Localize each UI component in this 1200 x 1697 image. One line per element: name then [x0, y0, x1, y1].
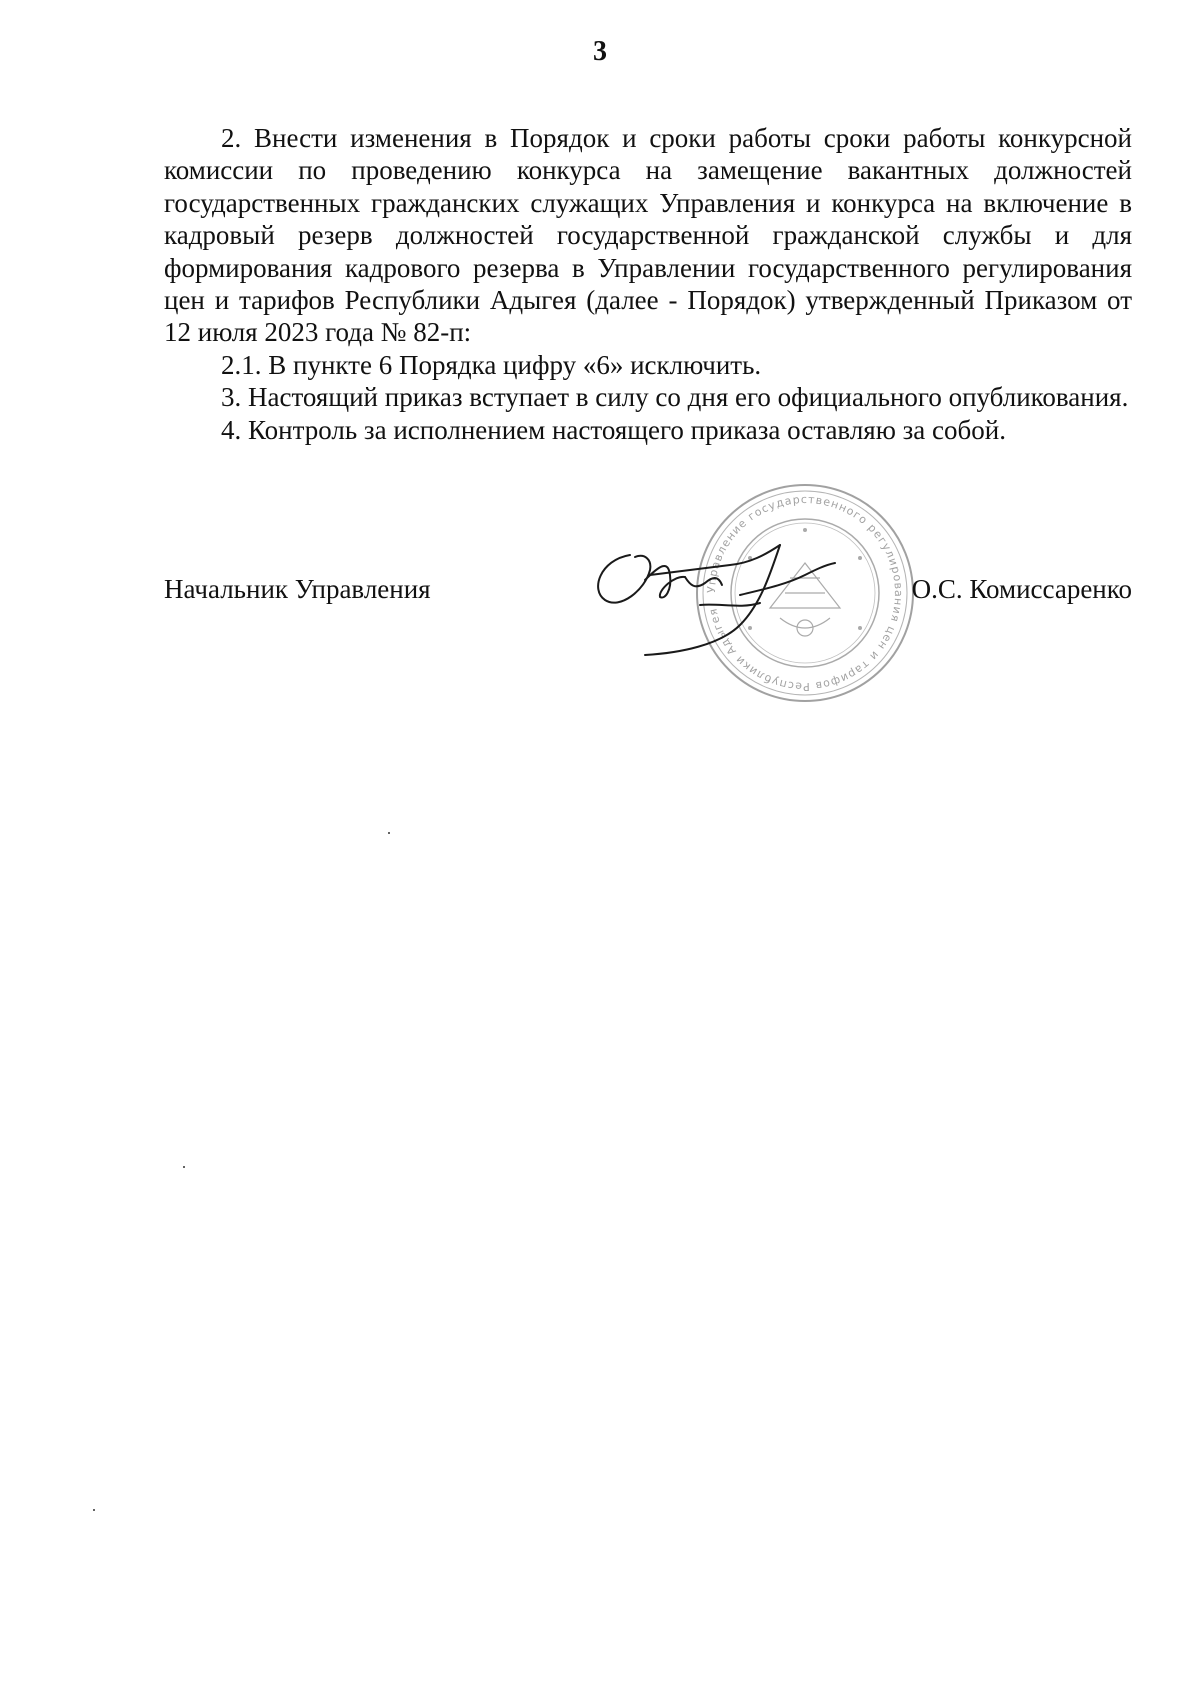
seal-ring-text: Управление государственного регулирования цен и тарифов Республики Адыгея [704, 492, 906, 694]
signatory-position: Начальник Управления [164, 574, 431, 604]
scan-speck [388, 832, 390, 834]
paragraph-2: 2. Внести изменения в Порядок и сроки работы сроки работы конкурсной комиссии по проведению конкурса на замещение вакантных должностей государственных гражданских служащих Управления и конкурса на включение в кадровый резерв должностей государственной гражданской службы и для формирования кадрового резерва в Управлении государственного регулирования цен и тарифов Республики Адыгея (далее - Порядок) утвержденный Приказом от 12 июля 2023 года № 82-п: [164, 123, 1132, 348]
paragraph-3: 3. Настоящий приказ вступает в силу со дня его официального опубликования. [221, 382, 1129, 413]
scan-speck [183, 1166, 185, 1168]
paragraph-2-1: 2.1. В пункте 6 Порядка цифру «6» исключить. [221, 349, 762, 380]
signature-block [164, 573, 1132, 613]
signatory-name: О.С. Комиссаренко [911, 574, 1132, 604]
paragraph-4: 4. Контроль за исполнением настоящего приказа оставляю за собой. [221, 414, 1006, 445]
document-body [164, 122, 1132, 446]
scan-speck [93, 1509, 95, 1511]
page-number: 3 [593, 36, 607, 67]
